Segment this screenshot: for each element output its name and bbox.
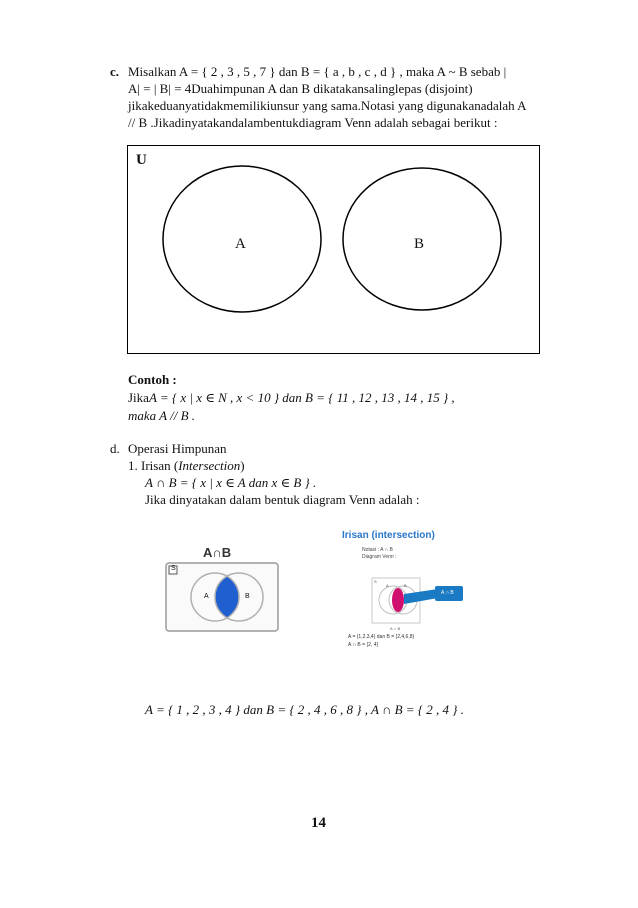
intersection-term: Intersection bbox=[178, 458, 241, 473]
intersection-figure-right bbox=[340, 530, 490, 655]
set-a-label: A bbox=[235, 236, 246, 252]
section-c-line-4: // B .Jikadinyatakandalambentukdiagram Venn adalah sebagai berikut : bbox=[128, 115, 498, 130]
figure-right-callout-label: A ∩ B bbox=[441, 590, 454, 596]
universe-label: U bbox=[136, 152, 147, 168]
intersection-example: A = { 1 , 2 , 3 , 4 } dan B = { 2 , 4 , 6 , 8 } , A ∩ B = { 2 , 4 } . bbox=[145, 702, 464, 717]
intersection-formula: A ∩ B = { x | x ∈ A dan x ∈ B } . bbox=[145, 475, 317, 490]
intersection-item bbox=[128, 458, 245, 474]
figure-right-example-1: A = {1,2,3,4} dan B = {2,4,6,8} bbox=[348, 634, 415, 640]
venn-disjoint-diagram bbox=[127, 145, 540, 354]
figure-left-title: A∩B bbox=[203, 545, 232, 560]
figure-right-set-b-label: B bbox=[404, 583, 407, 588]
section-d-marker: d. bbox=[110, 441, 120, 456]
figure-left-svg bbox=[165, 545, 279, 633]
figure-left-set-a-label: A bbox=[204, 593, 209, 600]
example-line-1-prefix: Jika bbox=[128, 390, 149, 405]
intersection-figure-left bbox=[165, 545, 279, 633]
figure-right-example-2: A ∩ B = {2, 4} bbox=[348, 642, 379, 648]
venn-intro-text: Jika dinyatakan dalam bentuk diagram Venn adalah : bbox=[145, 492, 420, 507]
intersection-item-prefix: 1. Irisan ( bbox=[128, 458, 179, 473]
venn-disjoint-svg bbox=[128, 146, 539, 353]
section-c-marker: c. bbox=[110, 64, 120, 79]
section-d-heading: Operasi Himpunan bbox=[128, 441, 227, 456]
figure-right-title: Irisan (intersection) bbox=[342, 530, 435, 541]
example-line-1 bbox=[128, 390, 455, 406]
section-c-line-2: A| = | B| = 4Duahimpunan A dan B dikatakansalinglepas (disjoint) bbox=[128, 81, 473, 96]
figure-left-universe-label: S bbox=[171, 565, 176, 572]
figure-left-set-b-label: B bbox=[245, 593, 250, 600]
intersection-item-suffix: ) bbox=[240, 458, 245, 473]
figure-right-diagram-label: Diagram Venn : bbox=[362, 554, 397, 560]
section-c-line-3: jikakeduanyatidakmemilikiunsur yang sama.Notasi yang digunakanadalah A bbox=[128, 98, 527, 113]
figure-right-intersection-region bbox=[392, 588, 404, 612]
figure-right-notation: Notasi : A ∩ B bbox=[362, 547, 393, 553]
page-number: 14 bbox=[311, 815, 326, 831]
set-b-label: B bbox=[414, 236, 425, 252]
example-line-2: maka A // B . bbox=[128, 408, 196, 423]
section-c-line-1: Misalkan A = { 2 , 3 , 5 , 7 } dan B = { a , b , c , d } , maka A ~ B sebab | bbox=[128, 64, 507, 79]
figure-right-set-a-label: A bbox=[386, 583, 389, 588]
figure-right-universe-label: S bbox=[374, 579, 377, 584]
example-heading: Contoh : bbox=[128, 372, 177, 387]
example-line-1-math: A = { x | x ∈ N , x < 10 } dan B = { 11 , 12 , 13 , 14 , 15 } , bbox=[148, 390, 455, 405]
figure-right-under-label: A ∩ B bbox=[390, 626, 401, 631]
